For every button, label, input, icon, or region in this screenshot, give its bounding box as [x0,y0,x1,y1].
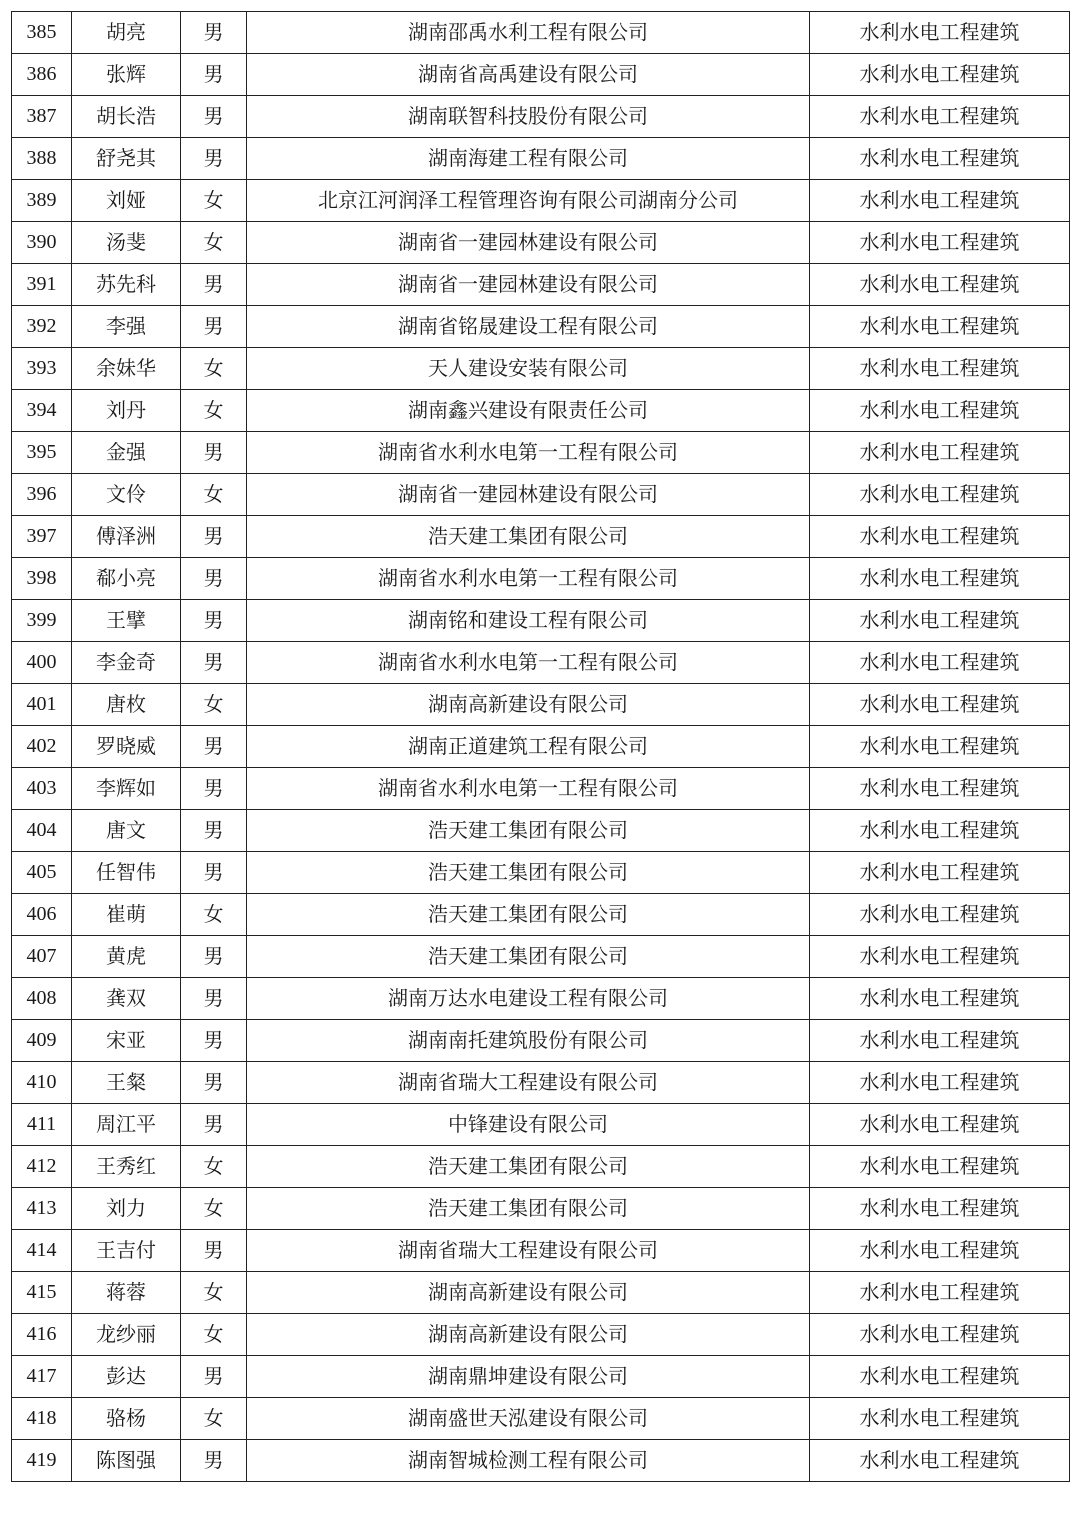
cell-name: 余妹华 [72,348,181,390]
table-row [12,1104,1070,1146]
cell-name: 李强 [72,306,181,348]
table-row [12,684,1070,726]
table-row [12,348,1070,390]
cell-company: 湖南省瑞大工程建设有限公司 [247,1230,810,1272]
cell-specialty: 水利水电工程建筑 [810,432,1070,474]
cell-gender: 男 [181,978,247,1020]
cell-name: 龙纱丽 [72,1314,181,1356]
cell-specialty: 水利水电工程建筑 [810,96,1070,138]
cell-company: 湖南省一建园林建设有限公司 [247,264,810,306]
cell-name: 胡亮 [72,12,181,54]
cell-specialty: 水利水电工程建筑 [810,558,1070,600]
cell-name: 唐文 [72,810,181,852]
cell-name: 蒋蓉 [72,1272,181,1314]
cell-specialty: 水利水电工程建筑 [810,894,1070,936]
table-row [12,1230,1070,1272]
cell-specialty: 水利水电工程建筑 [810,768,1070,810]
cell-name: 文伶 [72,474,181,516]
cell-company: 湖南高新建设有限公司 [247,684,810,726]
cell-specialty: 水利水电工程建筑 [810,726,1070,768]
cell-number: 419 [12,1440,72,1482]
cell-number: 392 [12,306,72,348]
cell-specialty: 水利水电工程建筑 [810,1314,1070,1356]
table-row [12,936,1070,978]
cell-company: 湖南海建工程有限公司 [247,138,810,180]
cell-name: 彭达 [72,1356,181,1398]
cell-number: 400 [12,642,72,684]
cell-number: 403 [12,768,72,810]
cell-specialty: 水利水电工程建筑 [810,138,1070,180]
table-row [12,1020,1070,1062]
cell-number: 396 [12,474,72,516]
cell-company: 湖南南托建筑股份有限公司 [247,1020,810,1062]
cell-specialty: 水利水电工程建筑 [810,1104,1070,1146]
table-row [12,558,1070,600]
cell-company: 浩天建工集团有限公司 [247,516,810,558]
table-row [12,180,1070,222]
cell-number: 394 [12,390,72,432]
cell-gender: 女 [181,1272,247,1314]
cell-number: 409 [12,1020,72,1062]
cell-company: 中锋建设有限公司 [247,1104,810,1146]
cell-company: 湖南鼎坤建设有限公司 [247,1356,810,1398]
cell-number: 399 [12,600,72,642]
cell-specialty: 水利水电工程建筑 [810,348,1070,390]
cell-company: 湖南邵禹水利工程有限公司 [247,12,810,54]
cell-name: 任智伟 [72,852,181,894]
table-row [12,12,1070,54]
cell-name: 骆杨 [72,1398,181,1440]
table-row [12,474,1070,516]
cell-gender: 男 [181,1062,247,1104]
cell-name: 金强 [72,432,181,474]
cell-number: 386 [12,54,72,96]
cell-specialty: 水利水电工程建筑 [810,180,1070,222]
cell-name: 李金奇 [72,642,181,684]
cell-specialty: 水利水电工程建筑 [810,474,1070,516]
cell-company: 湖南省一建园林建设有限公司 [247,222,810,264]
cell-company: 湖南省水利水电第一工程有限公司 [247,432,810,474]
table-row [12,810,1070,852]
roster-table-body [12,12,1070,1482]
cell-number: 401 [12,684,72,726]
cell-specialty: 水利水电工程建筑 [810,1146,1070,1188]
cell-number: 413 [12,1188,72,1230]
cell-company: 湖南万达水电建设工程有限公司 [247,978,810,1020]
cell-company: 湖南省水利水电第一工程有限公司 [247,558,810,600]
cell-company: 湖南铭和建设工程有限公司 [247,600,810,642]
cell-company: 湖南省一建园林建设有限公司 [247,474,810,516]
cell-specialty: 水利水电工程建筑 [810,936,1070,978]
cell-name: 张辉 [72,54,181,96]
cell-number: 391 [12,264,72,306]
cell-company: 湖南联智科技股份有限公司 [247,96,810,138]
table-row [12,96,1070,138]
cell-specialty: 水利水电工程建筑 [810,516,1070,558]
cell-company: 浩天建工集团有限公司 [247,936,810,978]
table-row [12,978,1070,1020]
cell-specialty: 水利水电工程建筑 [810,12,1070,54]
cell-number: 390 [12,222,72,264]
cell-number: 414 [12,1230,72,1272]
cell-name: 苏先科 [72,264,181,306]
roster-table [11,11,1070,1482]
cell-number: 418 [12,1398,72,1440]
cell-name: 黄虎 [72,936,181,978]
table-row [12,768,1070,810]
cell-company: 湖南盛世天泓建设有限公司 [247,1398,810,1440]
cell-company: 湖南省瑞大工程建设有限公司 [247,1062,810,1104]
cell-gender: 女 [181,894,247,936]
cell-company: 浩天建工集团有限公司 [247,852,810,894]
cell-name: 唐枚 [72,684,181,726]
cell-specialty: 水利水电工程建筑 [810,1188,1070,1230]
cell-number: 385 [12,12,72,54]
cell-specialty: 水利水电工程建筑 [810,306,1070,348]
cell-company: 湖南省铭晟建设工程有限公司 [247,306,810,348]
cell-number: 405 [12,852,72,894]
cell-specialty: 水利水电工程建筑 [810,1020,1070,1062]
cell-specialty: 水利水电工程建筑 [810,684,1070,726]
cell-name: 王擘 [72,600,181,642]
cell-gender: 男 [181,852,247,894]
cell-name: 王秀红 [72,1146,181,1188]
table-row [12,1062,1070,1104]
table-row [12,1398,1070,1440]
cell-gender: 男 [181,1230,247,1272]
cell-name: 陈图强 [72,1440,181,1482]
cell-specialty: 水利水电工程建筑 [810,600,1070,642]
cell-name: 崔萌 [72,894,181,936]
cell-gender: 男 [181,1104,247,1146]
cell-specialty: 水利水电工程建筑 [810,390,1070,432]
table-row [12,54,1070,96]
table-row [12,222,1070,264]
cell-number: 415 [12,1272,72,1314]
cell-number: 416 [12,1314,72,1356]
cell-gender: 男 [181,432,247,474]
cell-name: 傅泽洲 [72,516,181,558]
cell-number: 387 [12,96,72,138]
cell-name: 胡长浩 [72,96,181,138]
table-row [12,894,1070,936]
cell-number: 395 [12,432,72,474]
table-row [12,726,1070,768]
cell-gender: 男 [181,600,247,642]
cell-name: 周江平 [72,1104,181,1146]
cell-specialty: 水利水电工程建筑 [810,1356,1070,1398]
cell-number: 397 [12,516,72,558]
cell-gender: 女 [181,390,247,432]
cell-gender: 女 [181,474,247,516]
cell-gender: 女 [181,1188,247,1230]
cell-company: 湖南高新建设有限公司 [247,1314,810,1356]
cell-gender: 男 [181,810,247,852]
cell-number: 398 [12,558,72,600]
cell-gender: 女 [181,684,247,726]
table-row [12,1356,1070,1398]
cell-company: 湖南省水利水电第一工程有限公司 [247,768,810,810]
table-row [12,432,1070,474]
table-row [12,852,1070,894]
cell-name: 王粲 [72,1062,181,1104]
cell-gender: 男 [181,642,247,684]
roster-sheet [11,11,1069,1482]
cell-specialty: 水利水电工程建筑 [810,264,1070,306]
cell-number: 411 [12,1104,72,1146]
cell-gender: 男 [181,306,247,348]
table-row [12,390,1070,432]
cell-name: 李辉如 [72,768,181,810]
cell-number: 388 [12,138,72,180]
cell-name: 汤斐 [72,222,181,264]
cell-gender: 男 [181,54,247,96]
cell-gender: 男 [181,138,247,180]
cell-gender: 女 [181,1398,247,1440]
table-row [12,1146,1070,1188]
table-row [12,1188,1070,1230]
cell-specialty: 水利水电工程建筑 [810,1062,1070,1104]
cell-company: 湖南省水利水电第一工程有限公司 [247,642,810,684]
cell-gender: 男 [181,516,247,558]
cell-gender: 男 [181,12,247,54]
cell-number: 389 [12,180,72,222]
cell-gender: 男 [181,726,247,768]
cell-number: 407 [12,936,72,978]
cell-company: 浩天建工集团有限公司 [247,1188,810,1230]
table-row [12,264,1070,306]
cell-specialty: 水利水电工程建筑 [810,1440,1070,1482]
cell-name: 刘娅 [72,180,181,222]
cell-specialty: 水利水电工程建筑 [810,978,1070,1020]
cell-gender: 女 [181,222,247,264]
cell-company: 湖南省高禹建设有限公司 [247,54,810,96]
cell-name: 宋亚 [72,1020,181,1062]
cell-gender: 男 [181,1020,247,1062]
cell-gender: 女 [181,180,247,222]
cell-company: 北京江河润泽工程管理咨询有限公司湖南分公司 [247,180,810,222]
cell-name: 罗晓威 [72,726,181,768]
cell-company: 湖南智城检测工程有限公司 [247,1440,810,1482]
table-row [12,600,1070,642]
cell-gender: 男 [181,936,247,978]
cell-gender: 男 [181,768,247,810]
cell-specialty: 水利水电工程建筑 [810,642,1070,684]
table-row [12,138,1070,180]
cell-number: 417 [12,1356,72,1398]
cell-gender: 女 [181,1146,247,1188]
cell-number: 402 [12,726,72,768]
cell-number: 412 [12,1146,72,1188]
cell-company: 浩天建工集团有限公司 [247,1146,810,1188]
table-row [12,306,1070,348]
cell-company: 湖南鑫兴建设有限责任公司 [247,390,810,432]
table-row [12,1314,1070,1356]
cell-name: 舒尧其 [72,138,181,180]
cell-number: 410 [12,1062,72,1104]
cell-specialty: 水利水电工程建筑 [810,1230,1070,1272]
cell-name: 刘力 [72,1188,181,1230]
cell-name: 王吉付 [72,1230,181,1272]
cell-gender: 男 [181,96,247,138]
cell-gender: 男 [181,1440,247,1482]
cell-specialty: 水利水电工程建筑 [810,1398,1070,1440]
cell-company: 浩天建工集团有限公司 [247,894,810,936]
cell-name: 龚双 [72,978,181,1020]
table-row [12,516,1070,558]
cell-company: 湖南高新建设有限公司 [247,1272,810,1314]
cell-specialty: 水利水电工程建筑 [810,222,1070,264]
cell-gender: 男 [181,264,247,306]
cell-company: 天人建设安装有限公司 [247,348,810,390]
cell-specialty: 水利水电工程建筑 [810,852,1070,894]
cell-name: 刘丹 [72,390,181,432]
cell-name: 郗小亮 [72,558,181,600]
cell-specialty: 水利水电工程建筑 [810,810,1070,852]
cell-company: 湖南正道建筑工程有限公司 [247,726,810,768]
cell-gender: 女 [181,1314,247,1356]
table-row [12,642,1070,684]
cell-gender: 男 [181,558,247,600]
cell-number: 404 [12,810,72,852]
cell-gender: 男 [181,1356,247,1398]
cell-number: 406 [12,894,72,936]
cell-specialty: 水利水电工程建筑 [810,1272,1070,1314]
table-row [12,1272,1070,1314]
cell-number: 393 [12,348,72,390]
table-row [12,1440,1070,1482]
cell-company: 浩天建工集团有限公司 [247,810,810,852]
cell-number: 408 [12,978,72,1020]
cell-specialty: 水利水电工程建筑 [810,54,1070,96]
cell-gender: 女 [181,348,247,390]
